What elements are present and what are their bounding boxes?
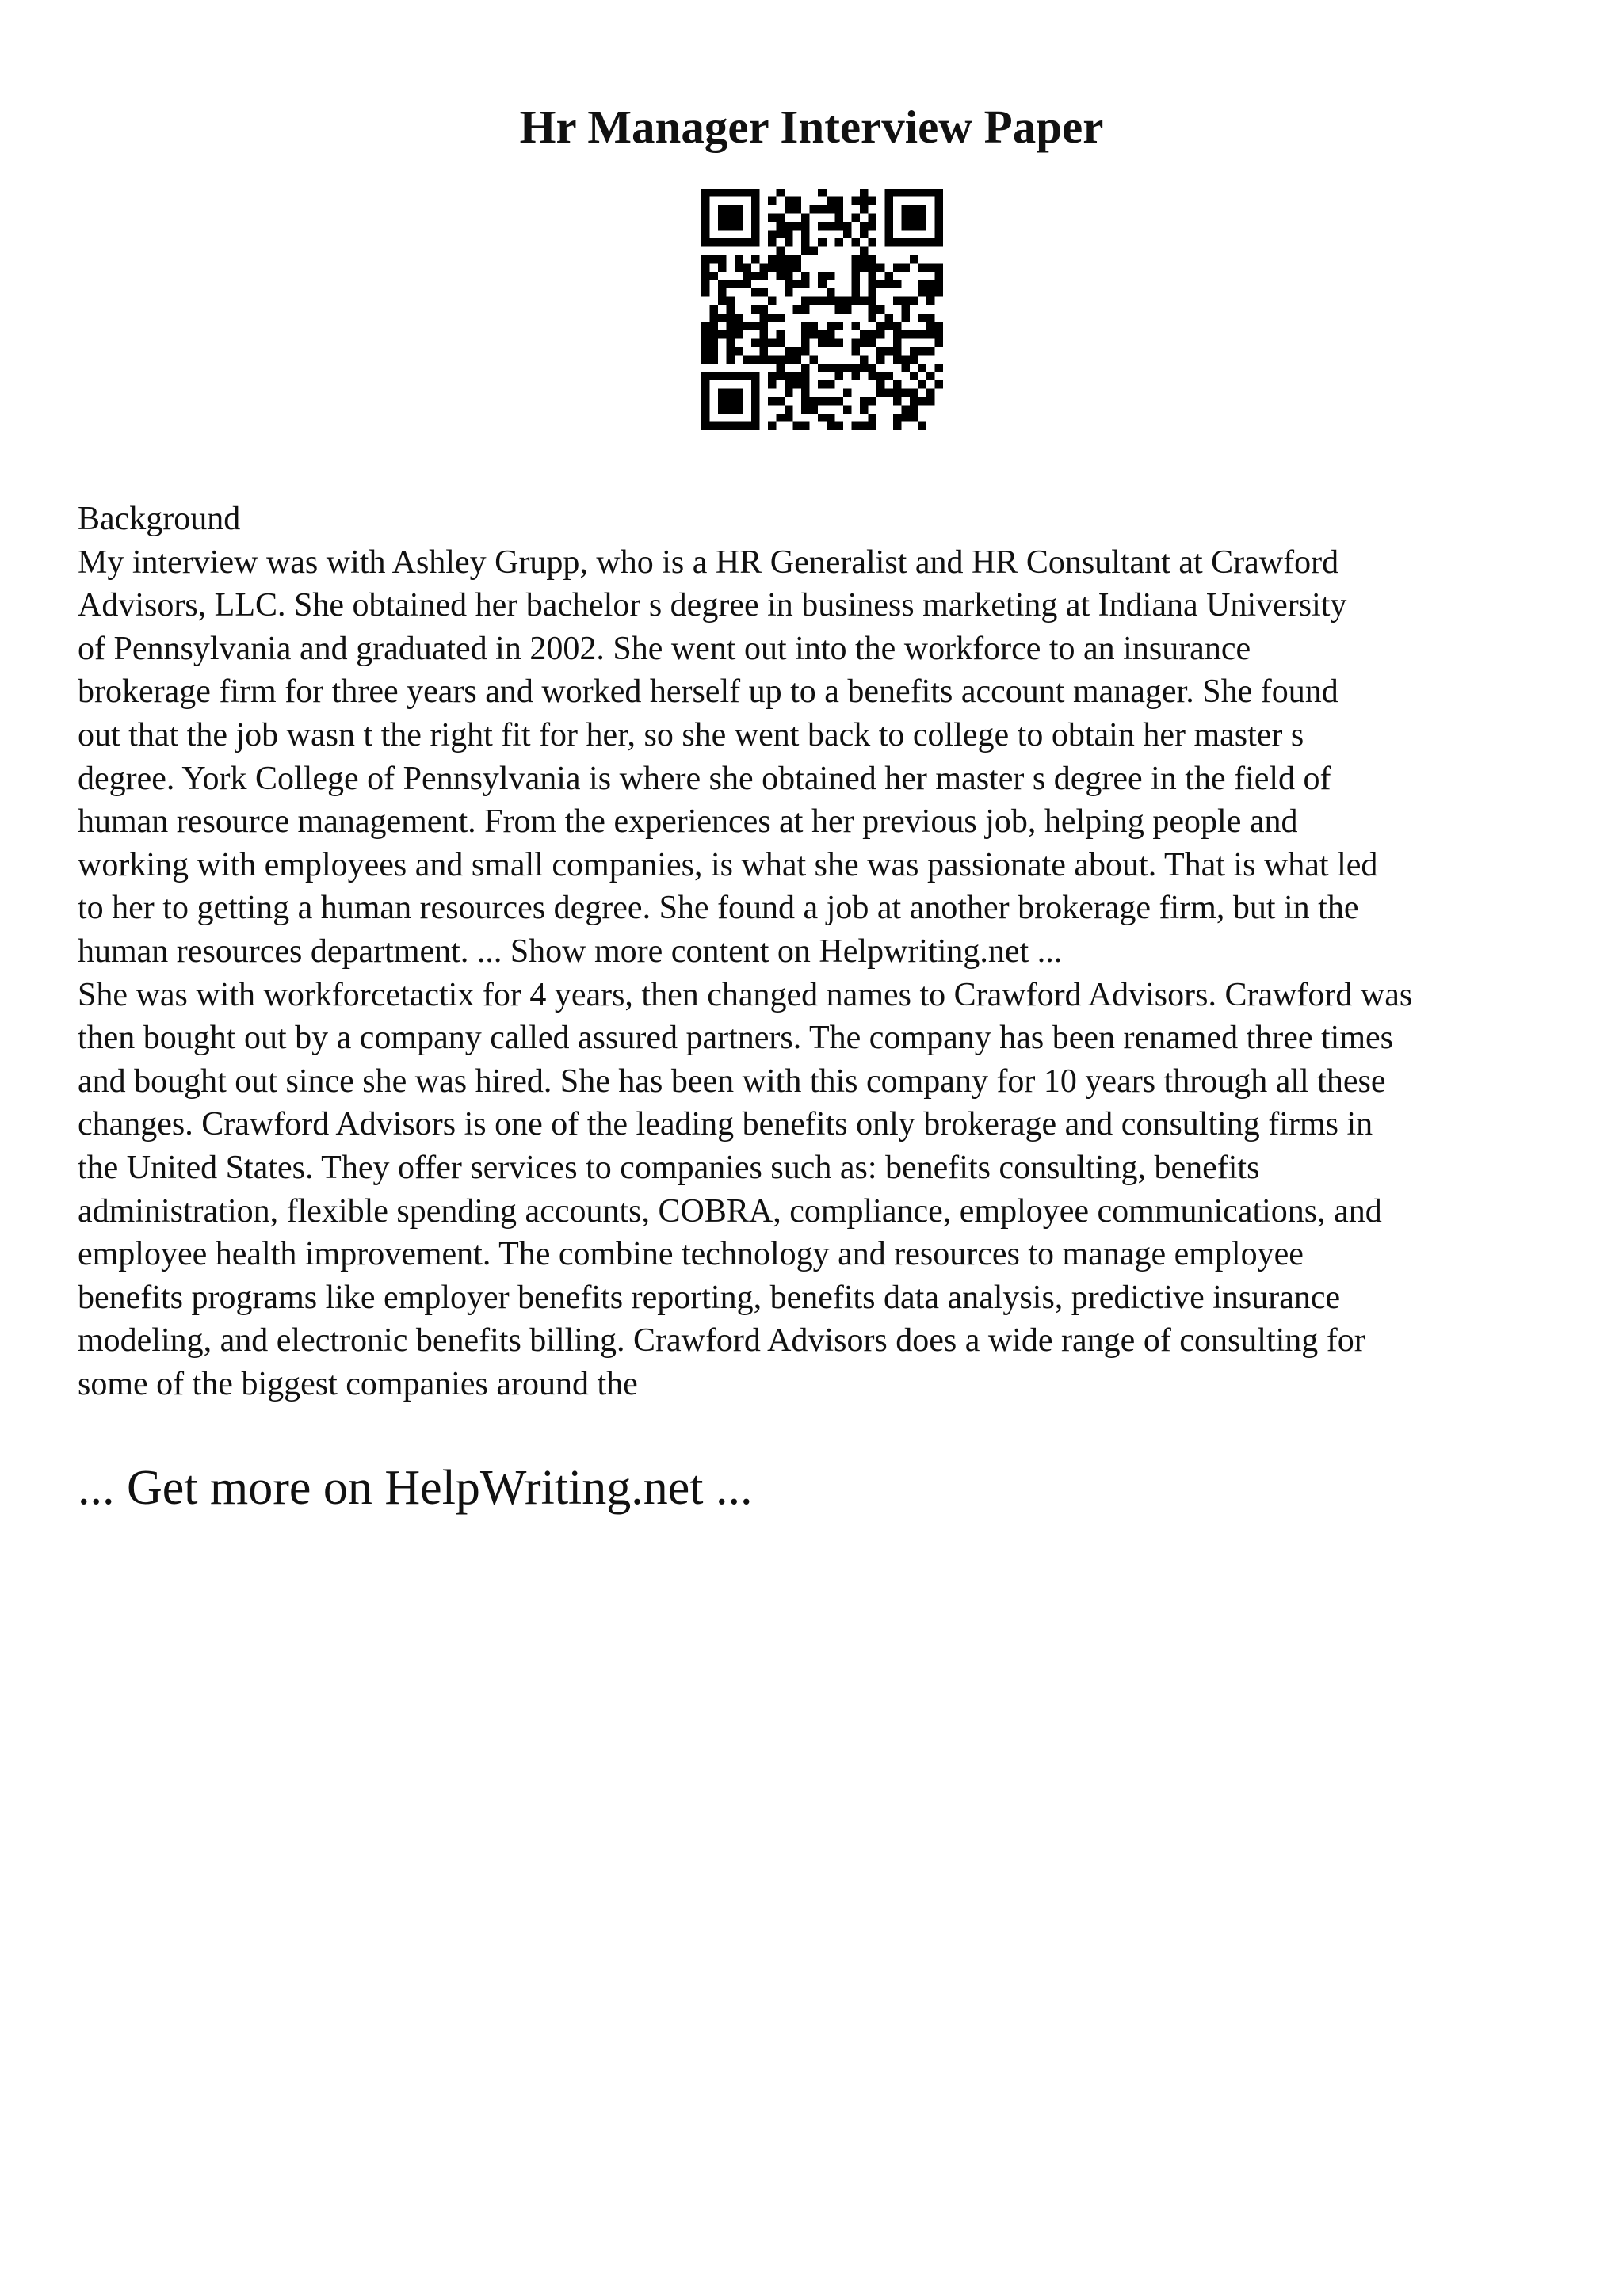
body-line: out that the job wasn t the right fit for her, so she went back to college to obtain her master s [78,716,1304,753]
body-line: working with employees and small companies, is what she was passionate about. That is what led [78,846,1378,883]
body-line: Advisors, LLC. She obtained her bachelor s degree in business marketing at Indiana University [78,587,1347,624]
document-body [78,498,1568,1405]
qr-code-icon [701,189,943,430]
body-line: and bought out since she was hired. She has been with this company for 10 years through all these [78,1062,1386,1100]
get-more-link[interactable]: ... Get more on HelpWriting.net ... [78,1461,753,1515]
body-line: then bought out by a company called assured partners. The company has been renamed three times [78,1020,1394,1057]
body-line: benefits programs like employer benefits reporting, benefits data analysis, predictive insurance [78,1279,1341,1316]
body-line: degree. York College of Pennsylvania is where she obtained her master s degree in the field of [78,760,1331,797]
body-line: Background [78,501,241,537]
body-line: some of the biggest companies around the [78,1365,638,1402]
body-line: of Pennsylvania and graduated in 2002. She went out into the workforce to an insurance [78,630,1251,667]
body-line: modeling, and electronic benefits billing. Crawford Advisors does a wide range of consulting for [78,1322,1365,1360]
body-line: administration, flexible spending accounts, COBRA, compliance, employee communications, and [78,1192,1382,1230]
body-line: brokerage firm for three years and worked herself up to a benefits account manager. She found [78,673,1338,711]
body-line: My interview was with Ashley Grupp, who is a HR Generalist and HR Consultant at Crawford [78,543,1339,581]
body-line: changes. Crawford Advisors is one of the leading benefits only brokerage and consulting firms in [78,1106,1373,1143]
body-line: the United States. They offer services to companies such as: benefits consulting, benefits [78,1149,1260,1186]
body-line: She was with workforcetactix for 4 years, then changed names to Crawford Advisors. Crawford was [78,976,1413,1013]
body-line: to her to getting a human resources degree. She found a job at another brokerage firm, but in the [78,890,1359,927]
document-title: Hr Manager Interview Paper [519,101,1104,153]
body-line: human resource management. From the experiences at her previous job, helping people and [78,803,1298,841]
body-line: human resources department. ... Show more content on Helpwriting.net ... [78,933,1063,970]
body-line: employee health improvement. The combine technology and resources to manage employee [78,1236,1304,1273]
